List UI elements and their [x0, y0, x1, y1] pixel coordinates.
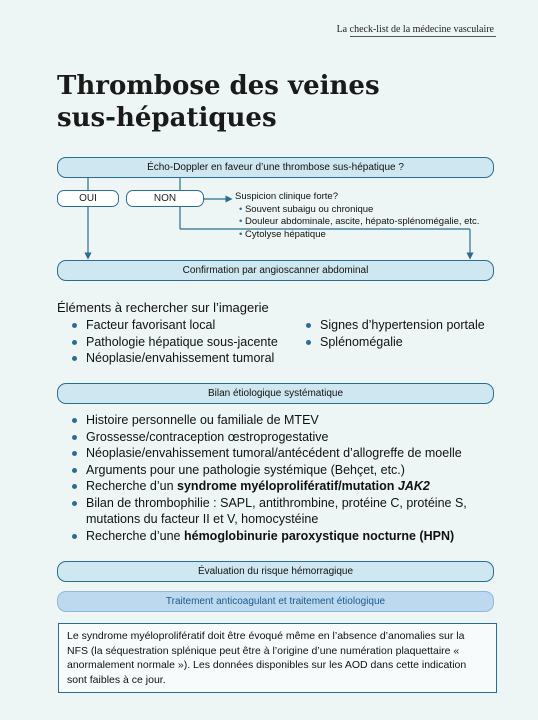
suspicion-item: • Cytolyse hépatique	[239, 229, 479, 242]
imaging-item: Néoplasie/envahissement tumoral	[70, 350, 310, 367]
note-box: Le syndrome myéloprolifératif doit être évoqué même en l’absence d’anomalies sur la NFS (la séquestration splénique peut être à l’origine d’une numération plaquettaire « anormalement normale »). Les données disponibles sur les AOD dans cette indication sont faibles à ce jour.	[58, 623, 497, 693]
page-title-line2: sus-hépatiques	[57, 103, 277, 133]
etiology-item: Néoplasie/envahissement tumoral/antécédent d’allogreffe de moelle	[70, 445, 502, 462]
page-title-line1: Thrombose des veines	[57, 71, 380, 101]
hpn-prefix: Recherche d’une	[86, 528, 184, 543]
treatment-box: Traitement anticoagulant et traitement étiologique	[57, 591, 494, 612]
running-header: La check-list de la médecine vasculaire	[336, 24, 494, 35]
imaging-list-left	[70, 317, 310, 367]
yes-box: OUI	[57, 190, 119, 207]
imaging-item: Signes d’hypertension portale	[304, 317, 504, 334]
risk-box: Évaluation du risque hémorragique	[57, 561, 494, 582]
imaging-heading: Éléments à rechercher sur l’imagerie	[57, 300, 269, 315]
no-box: NON	[126, 190, 204, 207]
etiology-list	[70, 412, 502, 544]
suspicion-item: • Douleur abdominale, ascite, hépato-splénomégalie, etc.	[239, 216, 479, 229]
etiology-item: Grossesse/contraception œstroprogestative	[70, 429, 502, 446]
suspicion-list	[235, 204, 479, 242]
imaging-list-right	[304, 317, 504, 350]
imaging-item: Splénomégalie	[304, 334, 504, 351]
suspicion-title: Suspicion clinique forte?	[235, 191, 338, 202]
etiology-heading: Bilan étiologique systématique	[57, 383, 494, 404]
suspicion-item: • Souvent subaigu ou chronique	[239, 204, 479, 217]
imaging-item: Pathologie hépatique sous-jacente	[70, 334, 310, 351]
hpn-bold: hémoglobinurie paroxystique nocturne (HPN)	[183, 528, 455, 543]
etiology-item: Histoire personnelle ou familiale de MTEV	[70, 412, 502, 429]
myelo-bold: syndrome myéloprolifératif/mutation	[177, 479, 398, 493]
etiology-item-hpn	[70, 528, 502, 545]
suspicion-block	[235, 191, 479, 241]
etiology-item: Arguments pour une pathologie systémique (Behçet, etc.)	[70, 462, 502, 479]
myelo-prefix: Recherche d’un	[86, 479, 178, 493]
question-box: Écho-Doppler en faveur d’une thrombose sus-hépatique ?	[57, 157, 494, 178]
etiology-item-myeloproliferative	[70, 478, 502, 495]
confirmation-box: Confirmation par angioscanner abdominal	[57, 260, 494, 281]
myelo-gene: JAK2	[397, 479, 430, 493]
etiology-item-thrombophilia: Bilan de thrombophilie : SAPL, antithrombine, protéine C, protéine S, mutations du facteur II et V, homocystéine	[70, 495, 502, 528]
imaging-item: Facteur favorisant local	[70, 317, 310, 334]
